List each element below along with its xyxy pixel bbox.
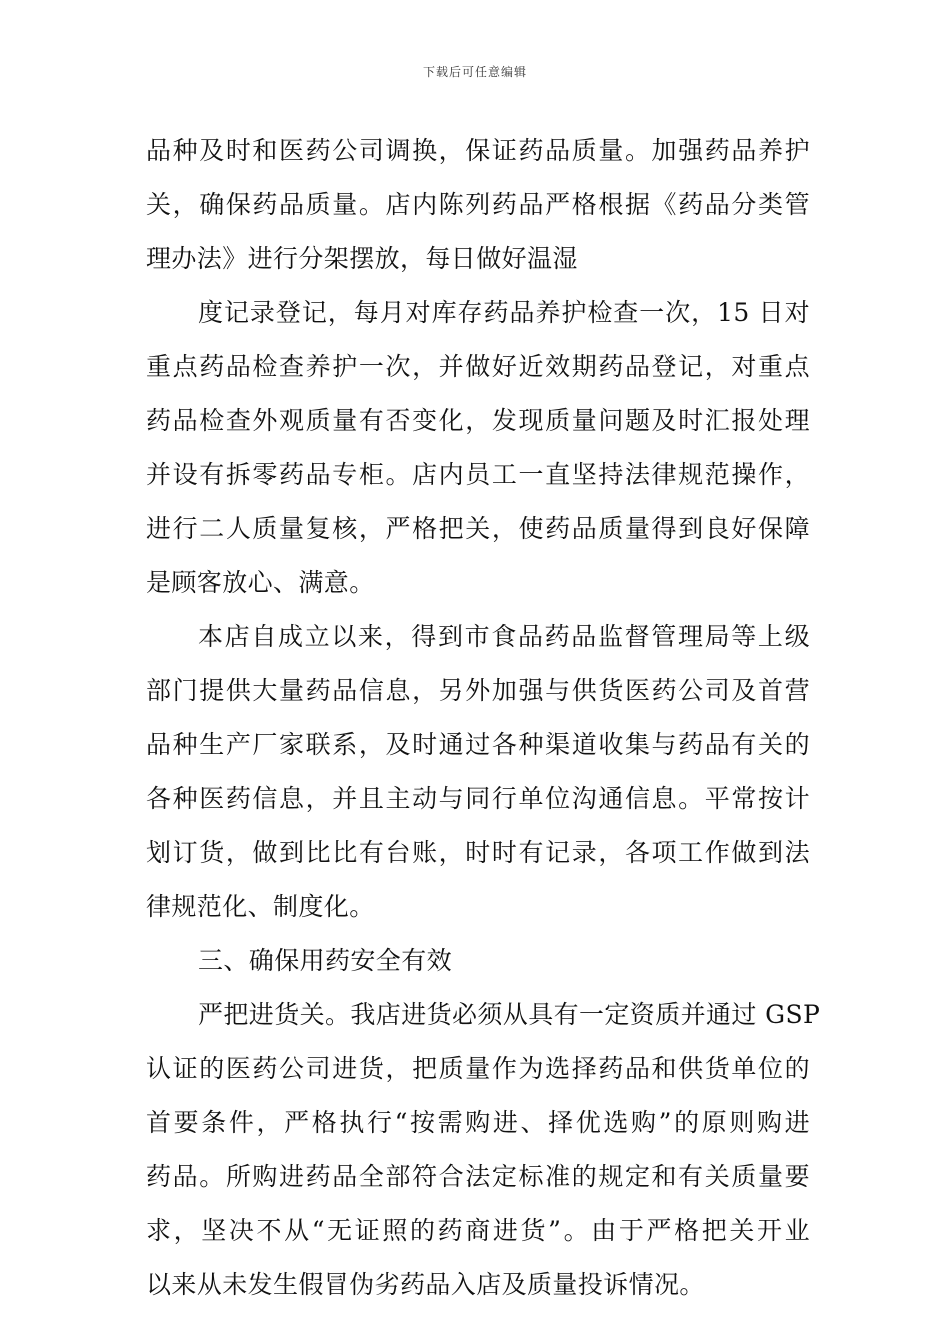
section-heading: 三、确保用药安全有效 bbox=[198, 946, 453, 975]
text-line: 药品检查外观质量有否变化，发现质量问题及时汇报处理 bbox=[146, 406, 810, 435]
text-line: 律规范化、制度化。 bbox=[146, 892, 375, 921]
paragraph-first-line: 度记录登记，每月对库存药品养护检查一次，15 日对 bbox=[198, 298, 810, 327]
text-line: 各种医药信息，并且主动与同行单位沟通信息。平常按计 bbox=[146, 784, 810, 813]
text-line: 划订货，做到比比有台账，时时有记录，各项工作做到法 bbox=[146, 838, 810, 867]
paragraph-first-line: 本店自成立以来，得到市食品药品监督管理局等上级 bbox=[198, 622, 810, 651]
text-line: 理办法》进行分架摆放，每日做好温湿 bbox=[146, 244, 578, 273]
paragraph-first-line: 严把进货关。我店进货必须从具有一定资质并通过 GSP bbox=[198, 1000, 821, 1029]
text-line: 求，坚决不从“无证照的药商进货”。由于严格把关开业 bbox=[146, 1216, 810, 1245]
text-line: 关，确保药品质量。店内陈列药品严格根据《药品分类管 bbox=[146, 190, 810, 219]
text-line: 并设有拆零药品专柜。店内员工一直坚持法律规范操作， bbox=[146, 460, 810, 489]
text-line: 品种生产厂家联系，及时通过各种渠道收集与药品有关的 bbox=[146, 730, 810, 759]
text-line: 药品。所购进药品全部符合法定标准的规定和有关质量要 bbox=[146, 1162, 810, 1191]
text-line: 是顾客放心、满意。 bbox=[146, 568, 375, 597]
text-line: 认证的医药公司进货，把质量作为选择药品和供货单位的 bbox=[146, 1054, 810, 1083]
text-line: 进行二人质量复核，严格把关，使药品质量得到良好保障 bbox=[146, 514, 810, 543]
document-body bbox=[146, 124, 821, 1312]
page-header: 下载后可任意编辑 bbox=[422, 65, 527, 79]
text-line: 部门提供大量药品信息，另外加强与供货医药公司及首营 bbox=[146, 676, 810, 705]
text-line: 重点药品检查养护一次，并做好近效期药品登记，对重点 bbox=[146, 352, 810, 381]
text-line: 品种及时和医药公司调换，保证药品质量。加强药品养护 bbox=[146, 136, 810, 165]
text-line: 以来从未发生假冒伪劣药品入店及质量投诉情况。 bbox=[146, 1270, 705, 1299]
text-line: 首要条件，严格执行“按需购进、择优选购”的原则购进 bbox=[146, 1108, 810, 1137]
